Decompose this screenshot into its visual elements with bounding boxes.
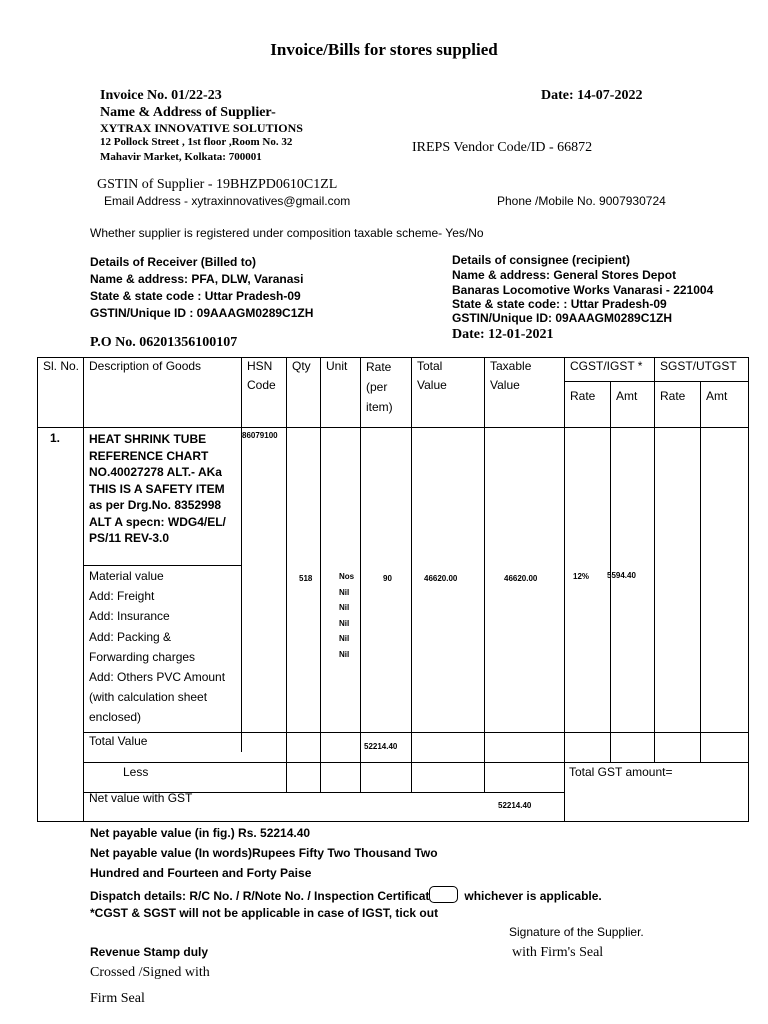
charge-line: Add: Others PVC Amount [89, 670, 226, 685]
firm-seal-text: Firm Seal [90, 991, 145, 1006]
header-cgst-amt: Amt [616, 389, 638, 403]
unit-value: Nil [339, 603, 350, 612]
supplier-address-line1: 12 Pollock Street , 1st floor ,Room No. 32 [100, 136, 293, 148]
firm-seal-label: with Firm's Seal [512, 945, 604, 960]
supplier-signature-label: Signature of the Supplier. [509, 925, 644, 939]
consignee-date: Date: 12-01-2021 [452, 327, 554, 342]
net-payable-words-line1: Net payable value (In words)Rupees Fifty Two Thousand Two [90, 846, 438, 860]
charge-line: enclosed) [89, 710, 142, 725]
charge-line: Material value [89, 569, 164, 583]
dispatch-details [90, 886, 602, 903]
charge-line: Add: Packing & [89, 629, 172, 644]
header-sgst-rate: Rate [660, 389, 686, 403]
supplier-heading: Name & Address of Supplier- [100, 105, 276, 120]
header-sgst-utgst: SGST/UTGST [660, 359, 737, 373]
charges-list [89, 566, 239, 728]
crossed-signed-label: Crossed /Signed with [90, 965, 210, 980]
description-line: THIS IS A SAFETY ITEM [89, 481, 225, 496]
table-row-line [37, 427, 749, 428]
table-col-line [320, 357, 321, 792]
table-col-line [654, 357, 655, 762]
receiver-gstin: GSTIN/Unique ID : 09AAAGM0289C1ZH [90, 306, 314, 320]
header-rate: Rate (per item) [366, 360, 393, 414]
ireps-vendor-code: IREPS Vendor Code/ID - 66872 [412, 140, 593, 155]
consignee-address: Banaras Locomotive Works Vanarasi - 221004 [452, 283, 714, 297]
po-number: P.O No. 06201356100107 [90, 335, 238, 350]
table-col-line [411, 357, 412, 792]
less-label: Less [123, 765, 149, 779]
consignee-heading: Details of consignee (recipient) [452, 253, 631, 267]
description-line: HEAT SHRINK TUBE [89, 432, 207, 446]
net-value-label: Net value with GST [89, 791, 193, 805]
table-row-line [83, 732, 749, 733]
supplier-phone: Phone /Mobile No. 9007930724 [497, 194, 666, 208]
header-unit: Unit [326, 359, 348, 373]
receiver-state: State & state code : Uttar Pradesh-09 [90, 289, 301, 303]
header-cgst-igst: CGST/IGST * [570, 359, 643, 373]
description-line: as per Drg.No. 8352998 [89, 498, 222, 512]
row-rate: 90 [383, 574, 392, 583]
header-sgst-amt: Amt [706, 389, 728, 403]
invoice-table [37, 357, 749, 822]
total-value-label: Total Value [89, 734, 148, 748]
receiver-heading: Details of Receiver (Billed to) [90, 255, 257, 269]
supplier-gstin: GSTIN of Supplier - 19BHZPD0610C1ZL [97, 177, 338, 192]
row-qty: 518 [299, 574, 313, 583]
description-line: PS/11 REV-3.0 [89, 531, 170, 545]
table-col-line [360, 357, 361, 792]
table-border-bottom [37, 821, 749, 822]
header-hsn-code: HSN Code [247, 359, 276, 392]
net-payable-words-line2: Hundred and Fourteen and Forty Paise [90, 866, 312, 880]
invoice-title: Invoice/Bills for stores supplied [270, 40, 498, 59]
header-taxable-value: Taxable Value [490, 359, 532, 392]
header-qty: Qty [292, 359, 311, 373]
charge-line: Forwarding charges [89, 649, 196, 664]
total-gst-label: Total GST amount= [569, 765, 673, 779]
supplier-name: XYTRAX INNOVATIVE SOLUTIONS [100, 121, 303, 135]
description-line: REFERENCE CHART [89, 448, 209, 463]
row-description [89, 431, 239, 547]
receiver-name: Name & address: PFA, DLW, Varanasi [90, 272, 304, 286]
inspection-certificate-checkbox[interactable] [429, 886, 458, 903]
consignee-state: State & state code: : Uttar Pradesh-09 [452, 297, 667, 311]
row-cgst-rate: 12% [573, 572, 590, 581]
supplier-email: Email Address - xytraxinnovatives@gmail.com [104, 194, 351, 208]
row-total-value: 46620.00 [424, 574, 458, 583]
igst-note: *CGST & SGST will not be applicable in case of IGST, tick out [90, 906, 439, 920]
header-cgst-rate: Rate [570, 389, 596, 403]
charge-line: Add: Insurance [89, 609, 170, 624]
unit-value: Nil [339, 634, 350, 643]
table-col-line [700, 381, 701, 762]
table-col-line [484, 357, 485, 792]
charge-line: (with calculation sheet [89, 690, 208, 705]
composition-scheme-question: Whether supplier is registered under composition taxable scheme- Yes/No [90, 226, 484, 240]
header-description: Description of Goods [89, 359, 202, 373]
charge-line: Add: Freight [89, 589, 155, 604]
invoice-date: Date: 14-07-2022 [541, 88, 643, 103]
consignee-gstin: GSTIN/Unique ID: 09AAAGM0289C1ZH [452, 311, 673, 325]
unit-value: Nil [339, 618, 350, 628]
dispatch-text: Dispatch details: R/C No. / R/Note No. / Inspection Certificat [90, 889, 430, 903]
description-line: ALT A specn: WDG4/EL/ [89, 514, 226, 529]
unit-value: Nil [339, 587, 350, 597]
consignee-name: Name & address: General Stores Depot [452, 268, 677, 282]
unit-value: Nil [339, 649, 350, 659]
invoice-number: Invoice No. 01/22-23 [100, 88, 222, 103]
revenue-stamp-label: Revenue Stamp duly [90, 945, 209, 959]
dispatch-suffix: whichever is applicable. [464, 889, 602, 903]
net-value-amount: 52214.40 [498, 801, 532, 810]
row-taxable-value: 46620.00 [504, 574, 538, 583]
unit-value: Nos [339, 572, 355, 581]
header-sl-no: Sl. No. [43, 359, 80, 373]
row-units [339, 569, 354, 662]
row-cgst-amount: 5594.40 [607, 571, 636, 580]
table-col-line [286, 357, 287, 792]
description-line: NO.40027278 ALT.- AKa [89, 465, 222, 479]
net-payable-figure: Net payable value (in fig.) Rs. 52214.40 [90, 826, 311, 840]
total-value-amount: 52214.40 [364, 742, 398, 751]
row-hsn-code: 86079100 [242, 431, 278, 440]
table-row-line [564, 381, 749, 382]
header-total-value: Total Value [417, 359, 447, 392]
row-sl-no: 1. [50, 431, 61, 445]
table-col-line [241, 357, 242, 752]
supplier-address-line2: Mahavir Market, Kolkata: 700001 [100, 151, 262, 163]
